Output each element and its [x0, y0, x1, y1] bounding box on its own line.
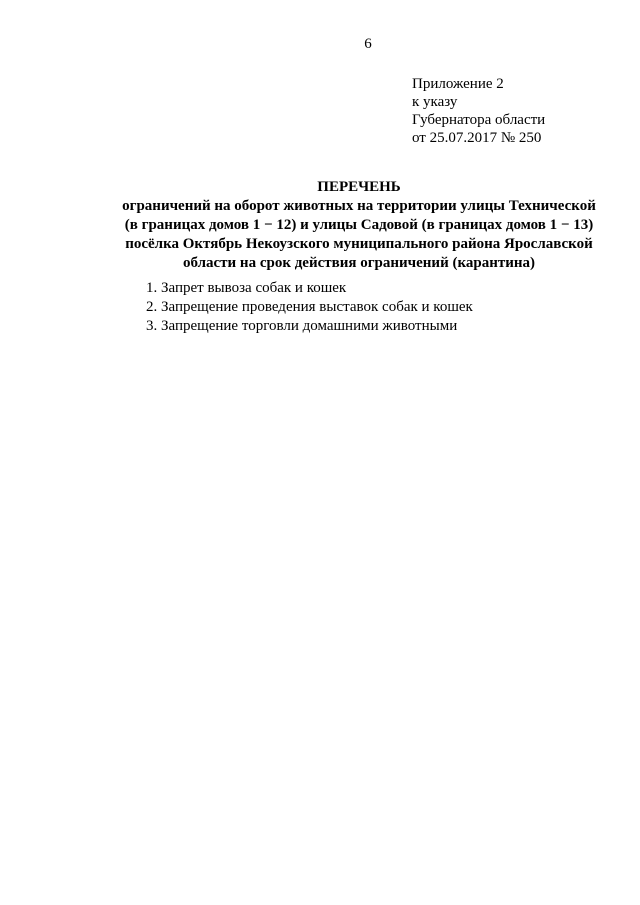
appendix-line-governor: Губернатора области	[412, 112, 546, 128]
appendix-line-date: от 25.07.2017 № 250	[412, 130, 542, 146]
list-item: 3. Запрещение торговли домашними животными	[146, 318, 458, 334]
title-line: области на срок действия ограничений (карантина)	[182, 255, 536, 271]
page-number: 6	[364, 36, 372, 52]
title-line: посёлка Октябрь Некоузского муниципального района Ярославской	[125, 236, 593, 252]
appendix-line-decree: к указу	[412, 94, 458, 110]
list-item: 2. Запрещение проведения выставок собак и кошек	[146, 299, 473, 315]
list-item: 1. Запрет вывоза собак и кошек	[146, 280, 347, 296]
document-title	[100, 178, 618, 273]
title-line: (в границах домов 1 − 12) и улицы Садовой (в границах домов 1 − 13)	[124, 217, 594, 233]
title-line: ограничений на оборот животных на территории улицы Технической	[122, 198, 596, 214]
appendix-line-title: Приложение 2	[412, 76, 504, 92]
appendix-block	[412, 75, 545, 147]
restrictions-list	[146, 279, 473, 336]
title-heading: ПЕРЕЧЕНЬ	[317, 179, 401, 195]
